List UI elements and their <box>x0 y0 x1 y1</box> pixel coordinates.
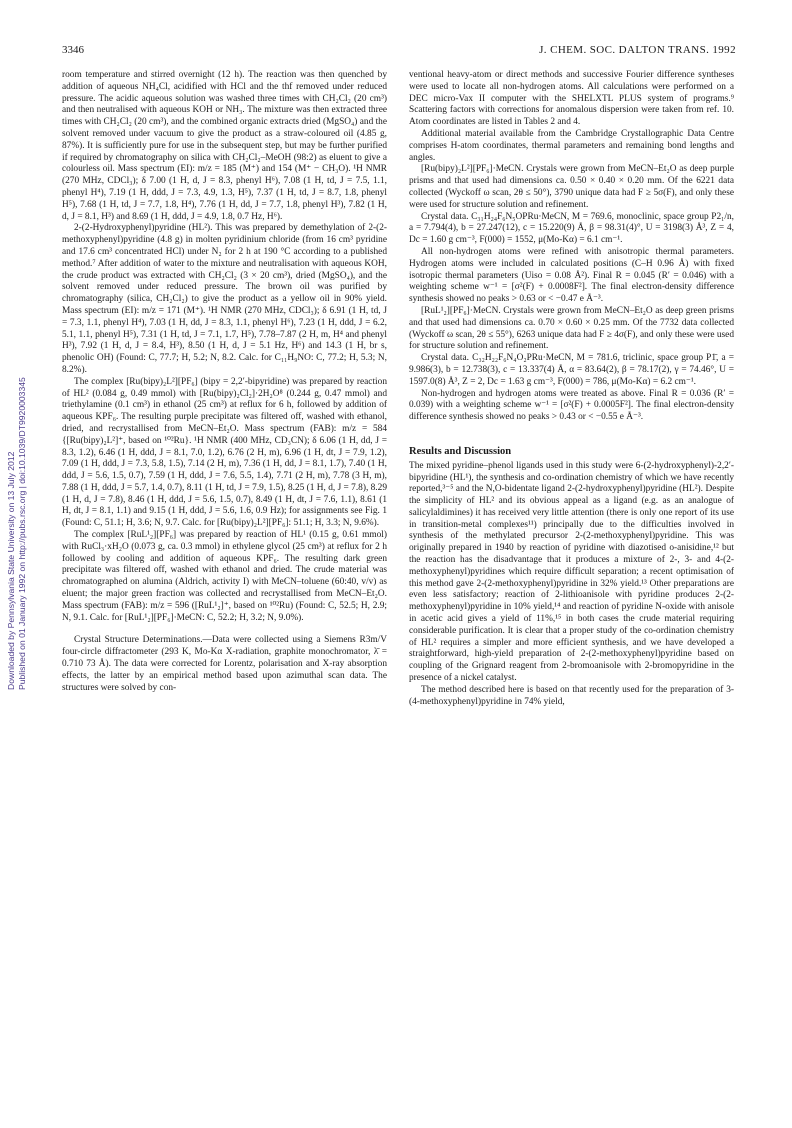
paragraph: 2-(2-Hydroxyphenyl)pyridine (HL²). This was prepared by demethylation of 2-(2-methoxyphenyl)pyridine (4.8 g) in molten pyridinium chloride (from 16 cm³ pyridine and 17.6 cm³ concentrated HCl) under N₂ for 2 h at 190 °C according to a published method.⁷ After addition of water to the mixture and neutralisation with aqueous KOH, the crude product was extracted with CH₂Cl₂ (3 × 20 cm³), dried (MgSO₄), and the solvent removed under reduced pressure. The brown oil was purified by chromatography (silica, CH₂Cl₂) to give the product as a yellow oil in 90% yield. Mass spectrum (EI): m/z = 171 (M⁺). ¹H NMR (270 MHz, CDCl₃); δ 6.91 (1 H, td, J = 7.3, 1.1, phenyl H⁴), 7.03 (1 H, dd, J = 8.3, 1.1, phenyl H⁶), 7.23 (1 H, ddd, J = 6.2, 5.1, 1.1, phenyl H⁵), 7.31 (1 H, td, J = 7.1, 1.7, H⁵), 7.78–7.87 (2 H, m, H⁴ and phenyl H³), 7.92 (1 H, d, J = 8.4, H³), 8.50 (1 H, d, J = 5.1 Hz, H⁶) and 14.3 (1 H, br s, phenolic OH) (Found: C, 77.7; H, 5.2; N, 8.2. Calc. for C₁₁H₉NO: C, 77.2; H, 5.3; N, 8.2%). <box>62 223 387 375</box>
paragraph: [RuL¹₂][PF₆]·MeCN. Crystals were grown from MeCN–Et₂O as deep green prisms and that used had dimensions ca. 0.70 × 0.60 × 0.25 mm. Of the 7732 data collected (Wyckoff ω scan, 2θ ≤ 55°), 6263 unique data had F ≥ 4σ(F), and only these were used for structure solution and refinement. <box>409 305 734 352</box>
section-heading: Results and Discussion <box>409 445 512 457</box>
right-column <box>409 70 734 708</box>
paragraph: room temperature and stirred overnight (12 h). The reaction was then quenched by addition of aqueous NH₄Cl, acidified with HCl and the thf removed under reduced pressure. The acidic aqueous solution was washed three times with CH₂Cl₂ (20 cm³) and then neutralised with aqueous KOH or NH₃. The mixture was then extracted three times with CH₂Cl₂ (20 cm³), and the combined organic extracts dried (MgSO₄) and the solvent removed under vacuum to give the product as a straw-coloured oil (4.85 g, 87%). It is sufficiently pure for use in the subsequent step, but may be further purified if required by chromatography on silica with CH₂Cl₂–MeOH (98:2) as eluent to give a colourless oil. Mass spectrum (EI): m/z = 185 (M⁺) and 154 (M⁺ − CH₃O). ¹H NMR (270 MHz, CDCl₃); δ 7.00 (1 H, d, J = 8.3, phenyl H⁶), 7.08 (1 H, td, J = 7.5, 1.1, phenyl H⁴), 7.19 (1 H, ddd, J = 7.3, 4.9, 1.3, H⁵), 7.37 (1 H, td, J = 8.7, 1.8, phenyl H⁵), 7.68 (1 H, td, J = 7.7, 1.8, H⁴), 7.76 (1 H, dd, J = 7.7, 1.8, phenyl H³), 7.82 (1 H, d, J = 8.1, H³) and 8.69 (1 H, ddd, J = 4.9, 1.8, 0.7 Hz, H⁶). <box>62 70 387 222</box>
left-column <box>62 70 387 694</box>
published-notice[interactable]: Published on 01 January 1992 on http://pubs.rsc.org | doi:10.1039/DT9920003345 <box>17 377 27 690</box>
downloaded-notice[interactable]: Downloaded by Pennsylvania State University on 13 July 2012 <box>6 451 16 690</box>
paragraph: The complex [RuL¹₂][PF₆] was prepared by reaction of HL¹ (0.15 g, 0.61 mmol) with RuCl₃·xH₂O (0.073 g, ca. 0.3 mmol) in ethylene glycol (25 cm³) at reflux for 2 h followed by cooling and addition of aqueous KPF₆. The resulting dark green precipitate was filtered off, washed with ethanol and dried. The crude material was chromatographed on alumina (Aldrich, activity I) with MeCN–toluene (60:40, v/v) as eluent; the major green fraction was collected and recrystallised from MeCN–Et₂O. Mass spectrum (FAB): m/z = 596 ([RuL¹₂]⁺, based on ¹⁰²Ru) (Found: C, 52.5; H, 2.9; N, 9.1. Calc. for [RuL¹₂][PF₆]·MeCN: C, 52.2; H, 3.2; N, 9.0%). <box>62 530 387 623</box>
paragraph: All non-hydrogen atoms were refined with anisotropic thermal parameters. Hydrogen atoms were included in calculated positions (C–H 0.96 Å) with fixed isotropic thermal parameters (Uiso = 0.08 Å²). Final R = 0.045 (R′ = 0.046) with a weighting scheme w⁻¹ = [σ²(F) + 0.0008F²]. The final electron-density difference synthesis showed no peaks > 0.63 or < −0.47 e Å⁻³. <box>409 246 734 305</box>
paragraph: Additional material available from the Cambridge Crystallographic Data Centre comprises H-atom coordinates, thermal parameters and remaining bond lengths and angles. <box>409 128 734 163</box>
paragraph: Crystal data. C₃₁H₂₄F₆N₅OPRu·MeCN, M = 769.6, monoclinic, space group P2₁/n, a = 7.794(4), b = 27.247(12), c = 15.220(9) Å, β = 98.31(4)°, U = 3198(3) Å³, Z = 4, Dc = 1.60 g cm⁻³, F(000) = 1552, μ(Mo-Kα) = 6.1 cm⁻¹. <box>409 211 734 246</box>
paragraph: Crystal data. C₃₂H₂₂F₆N₄O₂PRu·MeCN, M = 781.6, triclinic, space group P1̄, a = 9.986(3), b = 12.738(3), c = 13.337(4) Å, α = 83.64(2), β = 78.17(2), γ = 74.46°, U = 1597.0(8) Å³, Z = 2, Dc = 1.63 g cm⁻³, F(000) = 786, μ(Mo-Kα) = 6.2 cm⁻¹. <box>409 353 734 387</box>
page-number: 3346 <box>62 44 84 56</box>
paragraph: Non-hydrogen and hydrogen atoms were treated as above. Final R = 0.036 (R′ = 0.039) with a weighting scheme w⁻¹ = [σ²(F) + 0.0005F²]. The final electron-density difference synthesis showed no peaks > 0.43 or < −0.55 e Å⁻³. <box>409 388 734 423</box>
paragraph: Crystal Structure Determinations.—Data were collected using a Siemens R3m/V four-circle diffractometer (293 K, Mo-Kα X-radiation, graphite monochromator, λ̄ = 0.710 73 Å). The data were corrected for Lorentz, polarisation and X-ray absorption effects, the latter by an empirical method based upon azimuthal scan data. The structures were solved by con- <box>62 635 387 693</box>
paragraph: The mixed pyridine–phenol ligands used in this study were 6-(2-hydroxyphenyl)-2,2′-bipyridine (HL¹), the synthesis and co-ordination chemistry of which we have recently reported,³⁻⁵ and the N,O-bidentate ligand 2-(2-hydroxyphenyl)pyridine (HL²). Despite the simplicity of HL² and its obvious appeal as a ligand (e.g. as an analogue of salicylaldimines) it has received very little attention (there is only one report of its use in transition-metal complexes¹¹) principally due to the difficulties involved in synthesis of the methylated precursor 2-(2-methoxyphenyl)pyridine. This was originally prepared in 1940 by reaction of pyridine with diazotised o-anisidine,¹² but the reaction has the disadvantage that it produces a mixture of 2-, 3- and 4-(2-methoxyphenyl)pyridines which require difficult separation; a recent optimisation of this method gave 2-(2-methoxyphenyl)pyridine in 32% yield.¹³ Other preparations are even less satisfactory; reaction of 2-lithioanisole with pyridine produces 2-(2-methoxyphenyl)pyridine in 10% yield,¹⁴ and reaction of pyridine N-oxide with anisole in acetic acid gives a yield of 11%,¹⁵ in both cases the crude material requiring considerable purification. It is clear that a proper study of the co-ordination chemistry of HL² requires a simpler and more efficient synthesis, and we have developed a straightforward, high-yield preparation of 2-(2-methoxyphenyl)pyridine based on coupling of the Grignard reagent from 2-bromoanisole with 2-bromopyridine in the presence of a nickel catalyst. <box>409 460 734 684</box>
paragraph: The complex [Ru(bipy)₂L²][PF₆] (bipy = 2,2′-bipyridine) was prepared by reaction of HL² (0.084 g, 0.49 mmol) with [Ru(bipy)₂Cl₂]·2H₂O⁸ (0.244 g, 0.47 mmol) and triethylamine (0.1 cm³) in ethanol (25 cm³) at reflux for 6 h, followed by addition of aqueous KPF₆. The resulting purple precipitate was filtered off, washed with ethanol, dried, and recrystallised from MeCN–Et₂O. Mass spectrum (FAB): m/z = 584 {[Ru(bipy)₂L²]⁺, based on ¹⁰²Ru}. ¹H NMR (400 MHz, CD₃CN); δ 6.06 (1 H, dd, J = 8.3, 1.2), 6.46 (1 H, ddd, J = 8.1, 7.0, 1.2), 6.76 (2 H, m), 6.96 (1 H, dt, J = 7.9, 1.2), 7.09 (1 H, ddd, J = 7.3, 5.8, 1.5), 7.14 (2 H, m), 7.36 (1 H, dd, J = 8.1, 1.7), 7.40 (1 H, ddd, J = 5.6, 1.5, 0.7), 7.59 (1 H, ddd, J = 7.6, 5.5, 1.4), 7.71 (2 H, m), 7.78 (3 H, m), 7.88 (1 H, ddd, J = 5.7, 1.4, 0.7), 8.11 (1 H, td, J = 7.9, 1.5), 8.25 (1 H, d, J = 7.8), 8.29 (1 H, d, J = 7.8), 8.46 (1 H, ddd, J = 5.6, 1.5, 0.7), 8.49 (1 H, dt, J = 7.6, 1.1), 8.61 (1 H, dt, J = 8.1, 1.1) and 9.15 (1 H, ddd, J = 5.6, 1.6, 0.9 Hz); for assignments see Fig. 1 (Found: C, 51.1; H, 3.6; N, 9.7. Calc. for [Ru(bipy)₂L²][PF₆]: 51.1; H, 3.3; N, 9.6%). <box>62 376 387 529</box>
journal-title: J. CHEM. SOC. DALTON TRANS. 1992 <box>539 44 736 56</box>
page-header <box>62 44 736 60</box>
paragraph: [Ru(bipy)₂L²][PF₆]·MeCN. Crystals were grown from MeCN–Et₂O as deep purple prisms and that used had dimensions ca. 0.50 × 0.40 × 0.20 mm. Of the 6221 data collected (Wyckoff ω scan, 2θ ≤ 50°), 3790 unique data had F ≥ 5σ(F), and only these were used for structure solution and refinement. <box>409 164 734 210</box>
paragraph: The method described here is based on that recently used for the preparation of 3-(4-methoxyphenyl)pyridine in 74% yield, <box>409 684 734 707</box>
paragraph: ventional heavy-atom or direct methods and successive Fourier difference syntheses were used to locate all non-hydrogen atoms. All calculations were performed on a DEC micro-Vax II computer with the SHELXTL PLUS system of programs.⁹ Scattering factors with corrections for anomalous dispersion were taken from ref. 10. Atom coordinates are listed in Tables 2 and 4. <box>409 70 734 128</box>
download-notice <box>4 270 28 690</box>
